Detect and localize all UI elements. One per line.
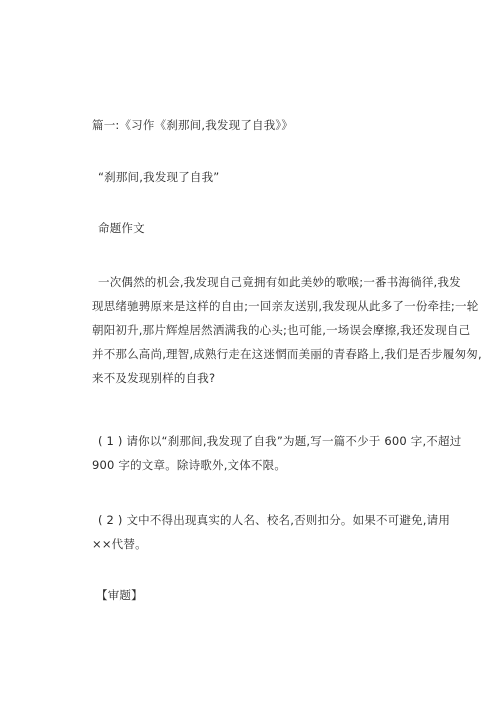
intro-line-2: 现思绪驰骋原来是这样的自由;一回亲友送别,我发现从此多了一份牵挂;一轮 xyxy=(92,299,479,313)
section-heading: 【审题】 xyxy=(96,588,143,602)
intro-line-1: 一次偶然的机会,我发现自己竟拥有如此美妙的歌喉;一番书海徜徉,我发 xyxy=(98,275,461,289)
genre-label: 命题作文 xyxy=(98,221,145,235)
requirement-2 xyxy=(92,508,451,556)
article-heading: 篇一:《习作《刹那间,我发现了自我》》 xyxy=(92,118,294,132)
requirement-1-line-1: ( 1 ) 请你以“刹那间,我发现了自我”为题,写一篇不少于 600 字,不超过 xyxy=(98,434,462,448)
requirement-2-line-2: ××代替。 xyxy=(92,537,147,551)
requirement-2-line-1: ( 2 ) 文中不得出现真实的人名、校名,否则扣分。如果不可避免,请用 xyxy=(98,513,451,527)
requirement-1-line-2: 900 字的文章。除诗歌外,文体不限。 xyxy=(92,458,287,472)
intro-paragraph xyxy=(92,270,482,390)
article-subtitle: “刹那间,我发现了自我” xyxy=(98,170,220,184)
intro-line-5: 来不及发现别样的自我? xyxy=(92,371,216,385)
requirement-1 xyxy=(92,429,462,477)
intro-line-3: 朝阳初升,那片辉煌居然洒满我的心头;也可能,一场误会摩擦,我还发现自己 xyxy=(92,323,471,337)
intro-line-4: 并不那么高尚,理智,成熟行走在这迷惘而美丽的青春路上,我们是否步履匆匆, xyxy=(92,347,482,361)
